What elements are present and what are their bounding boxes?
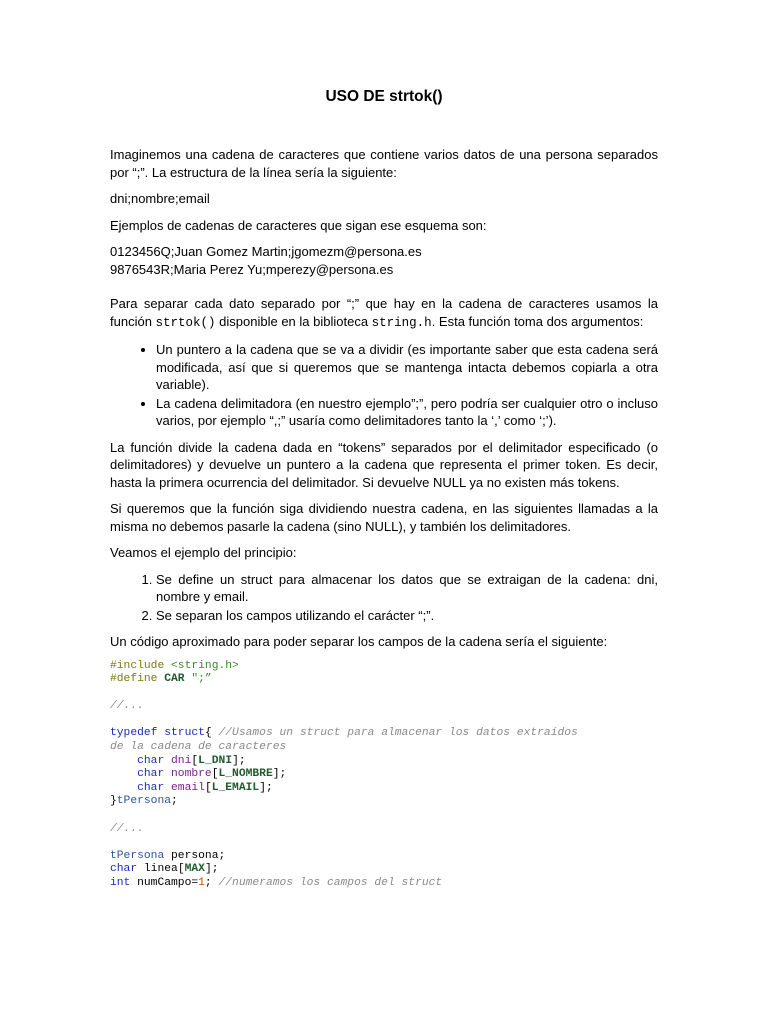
continue-paragraph: Si queremos que la función siga dividiendo nuestra cadena, en las siguientes llamadas a la misma no debemos pasarle la cadena (sino NULL), y también los delimitadores.: [110, 501, 658, 534]
code-include-keyword: #include: [110, 659, 165, 672]
code-field-size: L_DNI: [198, 754, 233, 767]
example-line-1: 0123456Q;Juan Gomez Martin;jgomezm@persona.es: [110, 244, 422, 259]
code-var-name: linea: [143, 863, 178, 876]
code-var-size: MAX: [184, 863, 205, 876]
strtok-text-mid: disponible en la biblioteca: [215, 313, 372, 329]
steps-list: [110, 571, 658, 625]
step-item: 2. Se separan los campos utilizando el carácter “;”.: [156, 607, 658, 625]
page-title: USO DE strtok(): [325, 88, 443, 105]
code-line: tPersona persona;: [110, 849, 226, 862]
code-brace-open: {: [204, 727, 212, 740]
code-line: [110, 700, 658, 714]
code-struct-comment: //Usamos un struct para almacenar los datos extraídos: [218, 727, 578, 740]
code-struct-keyword: struct: [164, 727, 205, 740]
code-close-brace: }: [110, 795, 117, 808]
code-var-name: persona: [171, 849, 219, 862]
code-field-name: email: [171, 781, 205, 794]
code-define-name: CAR: [164, 673, 185, 686]
code-include-arg: <string.h>: [171, 659, 239, 672]
strtok-text-after: . Esta función toma dos argumentos:: [431, 313, 644, 329]
code-block: [110, 660, 658, 891]
strtok-text-before: Para separar cada dato separado por “;” que hay en la cadena de caracteres usamos la función: [110, 296, 658, 329]
code-var-comment: //numeramos los campos del struct: [218, 877, 443, 889]
code-intro: Un código aproximado para poder separar los campos de la cadena sería el siguiente:: [110, 634, 608, 649]
argument-item: • La cadena delimitadora (en nuestro ejemplo”;”, pero podría ser cualquier otro o incluso varios, por ejemplo “,;” usaría como delimitadores tanto la ‘,’ como ‘;’).: [156, 395, 658, 430]
code-line: [110, 660, 658, 674]
strtok-lib: string.h: [371, 315, 432, 330]
strtok-paragraph: [110, 295, 658, 332]
code-type-name: tPersona: [110, 849, 165, 862]
format-line: dni;nombre;email: [110, 191, 210, 206]
step-item: 1. Se define un struct para almacenar los datos que se extraigan de la cadena: dni, nombre y email.: [156, 571, 658, 606]
code-field-name: dni: [171, 754, 192, 767]
code-char-keyword: char: [137, 754, 165, 767]
arguments-list: [110, 341, 658, 430]
code-line: [110, 727, 658, 741]
tokens-paragraph: La función divide la cadena dada en “tokens” separados por el delimitador especificado (o delimitadores) y devuelve un puntero a la cadena que representa el primer token. Es decir, hasta la primera ocurrencia del delimitador. Si devuelve NULL ya no existen más tokens.: [110, 439, 658, 490]
intro-paragraph: Imaginemos una cadena de caracteres que contiene varios datos de una persona separados por “;”. La estructura de la línea sería la siguiente:: [110, 147, 658, 180]
code-line: char email[L_EMAIL];: [137, 781, 273, 794]
code-ellipsis-comment: //...: [110, 700, 144, 713]
code-var-value: 1: [198, 877, 205, 889]
code-define-keyword: #define: [110, 673, 158, 686]
code-field-name: nombre: [171, 768, 212, 781]
code-line: char linea[MAX];: [110, 863, 219, 876]
code-line: [110, 823, 658, 837]
code-field-size: L_EMAIL: [211, 781, 260, 794]
code-char-keyword: char: [110, 863, 138, 876]
code-line: char dni[L_DNI];: [137, 754, 246, 767]
code-field-size: L_NOMBRE: [218, 768, 273, 781]
code-ellipsis-comment: //...: [110, 822, 144, 835]
code-char-keyword: char: [137, 781, 165, 794]
example-line-2: 9876543R;Maria Perez Yu;mperezy@persona.es: [110, 261, 394, 277]
code-typedef-keyword: typedef: [110, 727, 158, 740]
code-line: }tPersona;: [110, 795, 178, 808]
code-line: [110, 741, 658, 755]
code-line: [110, 673, 658, 687]
code-char-keyword: char: [137, 768, 165, 781]
strtok-func: strtok(): [155, 315, 216, 330]
examples-intro: Ejemplos de cadenas de caracteres que sigan ese esquema son:: [110, 217, 487, 233]
code-line: char nombre[L_NOMBRE];: [137, 768, 287, 781]
code-define-value: ";”: [191, 673, 212, 686]
code-line: int numCampo=1; //numeramos los campos del struct: [110, 877, 443, 889]
argument-item: • Un puntero a la cadena que se va a dividir (es importante saber que esta cadena será modificada, así que si queremos que se mantenga intacta debemos copiarla a otra variable).: [156, 341, 658, 394]
code-type-name: tPersona: [116, 795, 172, 808]
code-struct-comment-cont: de la cadena de caracteres: [110, 741, 287, 754]
code-int-keyword: int: [110, 877, 131, 889]
code-var-name: numCampo: [137, 877, 192, 889]
example-intro: Veamos el ejemplo del principio:: [110, 545, 297, 560]
